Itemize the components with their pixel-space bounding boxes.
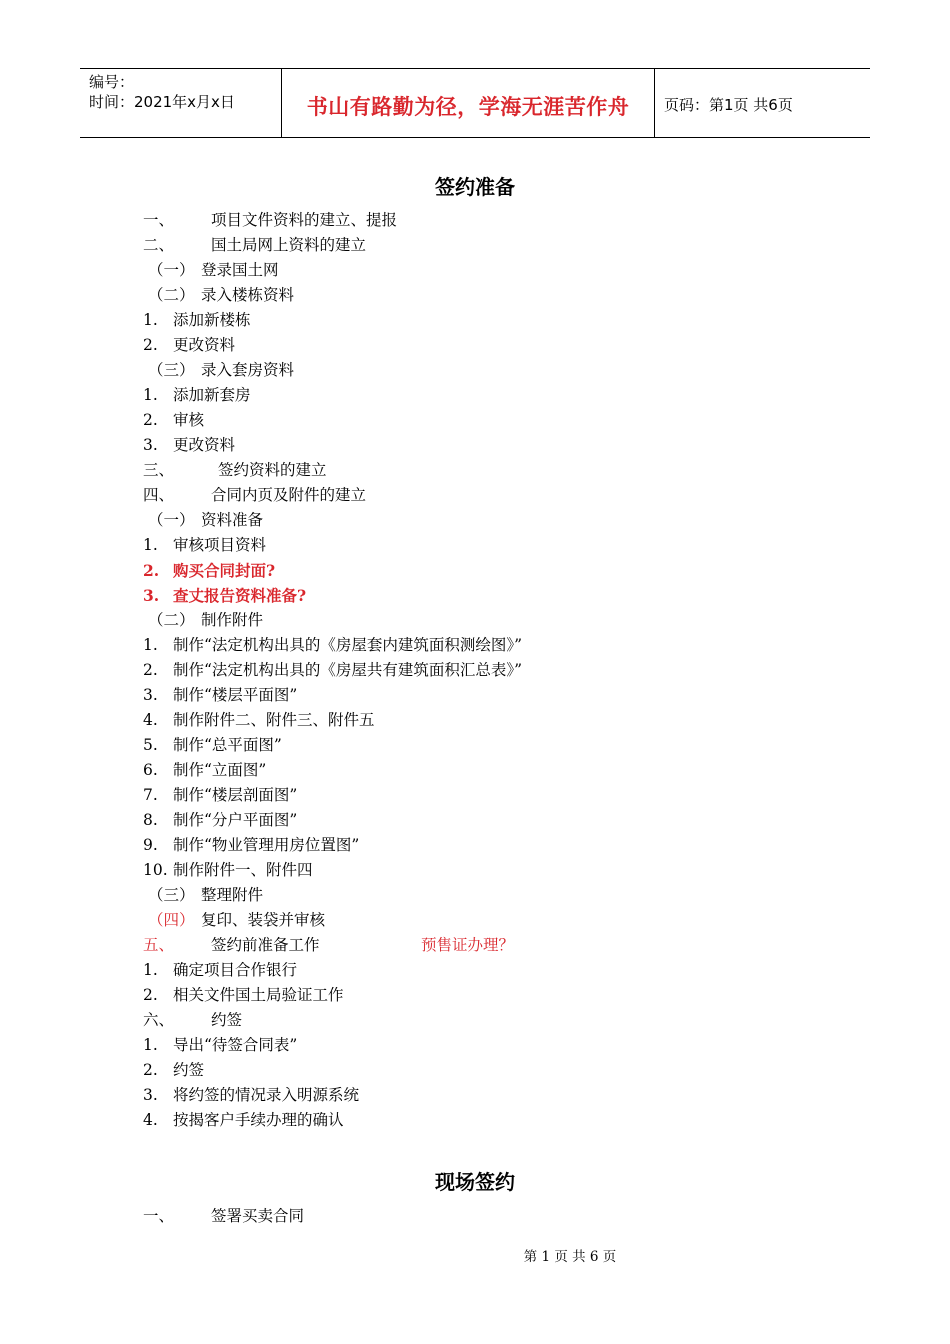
outline-item-highlighted: [143, 583, 823, 608]
item-number: 4.: [143, 1111, 158, 1129]
item-text: 导出“待签合同表”: [173, 1036, 298, 1054]
outline-item: [143, 858, 823, 883]
item-text: 录入套房资料: [201, 361, 295, 379]
item-text: 整理附件: [201, 886, 264, 904]
item-text: 确定项目合作银行: [173, 961, 298, 979]
side-note: 预售证办理？: [421, 936, 515, 954]
item-text: 国土局网上资料的建立: [211, 236, 367, 254]
item-number: 3.: [143, 686, 158, 704]
outline-item: [143, 1108, 823, 1133]
item-number: （二）: [148, 286, 195, 304]
item-text: 将约签的情况录入明源系统: [173, 1086, 360, 1104]
page-header: [80, 68, 870, 138]
outline-onsite-signing: [143, 1204, 823, 1229]
item-number: （四）: [148, 911, 195, 929]
outline-item: [143, 1008, 823, 1033]
item-text: 制作附件二、附件三、附件五: [173, 711, 375, 729]
outline-signing-preparation: [143, 208, 823, 1133]
item-text: 查丈报告资料准备?: [173, 586, 307, 605]
outline-item: [143, 308, 823, 333]
outline-item: [143, 1033, 823, 1058]
outline-item: [143, 1204, 823, 1229]
section-title-signing-preparation: 签约准备: [435, 175, 515, 199]
item-text: 制作“法定机构出具的《房屋共有建筑面积汇总表》”: [173, 661, 523, 679]
item-text: 合同内页及附件的建立: [211, 486, 367, 504]
item-number: 三、: [143, 461, 175, 479]
outline-item: [143, 1058, 823, 1083]
item-text: 制作“总平面图”: [173, 736, 282, 754]
item-number: 10.: [143, 861, 168, 879]
outline-item: [143, 783, 823, 808]
item-text: 添加新套房: [173, 386, 251, 404]
item-number: 9.: [143, 836, 158, 854]
item-number: 1.: [143, 961, 158, 979]
outline-item: [143, 333, 823, 358]
outline-item: [143, 508, 823, 533]
item-text: 购买合同封面?: [173, 561, 276, 580]
item-text: 签约资料的建立: [218, 461, 327, 479]
outline-item: [143, 833, 823, 858]
item-text: 约签: [173, 1061, 205, 1079]
item-text: 项目文件资料的建立、提报: [211, 211, 398, 229]
item-text: 制作“楼层平面图”: [173, 686, 298, 704]
item-number: 2.: [143, 661, 158, 679]
item-text: 签约前准备工作: [211, 936, 320, 954]
item-number: 3.: [143, 1086, 158, 1104]
page-footer: 第 1 页 共 6 页: [523, 1249, 617, 1265]
item-text: 复印、装袋并审核: [201, 911, 326, 929]
outline-item: [143, 458, 823, 483]
outline-item: [143, 383, 823, 408]
item-number: 1.: [143, 386, 158, 404]
item-number: 2.: [143, 561, 160, 580]
item-text: 添加新楼栋: [173, 311, 251, 329]
item-number: 6.: [143, 761, 158, 779]
header-code-label: 编号：: [89, 73, 135, 91]
item-number: 5.: [143, 736, 158, 754]
outline-item: [143, 633, 823, 658]
item-number: 2.: [143, 1061, 158, 1079]
item-text: 资料准备: [201, 511, 264, 529]
outline-item: [143, 1083, 823, 1108]
outline-item: [143, 608, 823, 633]
item-text: 审核: [173, 411, 205, 429]
section-title-onsite-signing: 现场签约: [435, 1170, 515, 1194]
item-number: 二、: [143, 236, 175, 254]
item-number: 2.: [143, 986, 158, 1004]
item-text: 制作“立面图”: [173, 761, 267, 779]
item-text: 登录国土网: [201, 261, 279, 279]
item-number: 六、: [143, 1011, 175, 1029]
item-number: 4.: [143, 711, 158, 729]
item-text: 制作“楼层剖面图”: [173, 786, 298, 804]
outline-item: [143, 358, 823, 383]
outline-item: [143, 708, 823, 733]
outline-item: [143, 733, 823, 758]
item-text: 签署买卖合同: [211, 1207, 305, 1225]
outline-item: [143, 933, 823, 958]
item-number: 1.: [143, 636, 158, 654]
outline-item: [143, 433, 823, 458]
item-number: 7.: [143, 786, 158, 804]
outline-item: [143, 758, 823, 783]
item-text: 制作“分户平面图”: [173, 811, 298, 829]
item-text: 录入楼栋资料: [201, 286, 295, 304]
outline-item: [143, 883, 823, 908]
outline-item: [143, 408, 823, 433]
outline-item: [143, 283, 823, 308]
outline-item: [143, 233, 823, 258]
outline-item-highlighted: [143, 558, 823, 583]
item-number: （三）: [148, 361, 195, 379]
item-number: （一）: [148, 261, 195, 279]
item-number: （一）: [148, 511, 195, 529]
outline-item: [143, 533, 823, 558]
outline-item: [143, 983, 823, 1008]
item-number: 2.: [143, 411, 158, 429]
outline-item: [143, 958, 823, 983]
outline-item: [143, 483, 823, 508]
outline-item: [143, 258, 823, 283]
item-number: 五、: [143, 936, 175, 954]
item-text: 制作“物业管理用房位置图”: [173, 836, 360, 854]
item-number: （三）: [148, 886, 195, 904]
item-text: 制作附件: [201, 611, 264, 629]
item-text: 更改资料: [173, 336, 236, 354]
item-text: 制作“法定机构出具的《房屋套内建筑面积测绘图》”: [173, 636, 523, 654]
item-number: 3.: [143, 586, 160, 605]
header-motto-cell: [282, 69, 655, 137]
header-page-label: 页码：第1页 共6页: [664, 96, 793, 114]
item-text: 制作附件一、附件四: [173, 861, 313, 879]
outline-item: [143, 208, 823, 233]
item-number: 四、: [143, 486, 175, 504]
outline-item: [143, 658, 823, 683]
item-text: 更改资料: [173, 436, 236, 454]
item-number: 1.: [143, 311, 158, 329]
outline-item: [143, 808, 823, 833]
item-number: 3.: [143, 436, 158, 454]
item-number: 一、: [143, 211, 175, 229]
item-number: （二）: [148, 611, 195, 629]
item-number: 2.: [143, 336, 158, 354]
item-text: 相关文件国土局验证工作: [173, 986, 344, 1004]
header-motto: 书山有路勤为径，学海无涯苦作舟: [306, 95, 630, 119]
item-text: 审核项目资料: [173, 536, 267, 554]
item-number: 1.: [143, 1036, 158, 1054]
header-meta-cell: [80, 69, 282, 137]
item-number: 8.: [143, 811, 158, 829]
header-time-label: 时间：2021年x月x日: [89, 93, 235, 111]
outline-item: [143, 908, 823, 933]
item-text: 按揭客户手续办理的确认: [173, 1111, 344, 1129]
item-number: 一、: [143, 1207, 175, 1225]
item-number: 1.: [143, 536, 158, 554]
outline-item: [143, 683, 823, 708]
header-page-cell: [655, 69, 870, 137]
item-text: 约签: [211, 1011, 243, 1029]
